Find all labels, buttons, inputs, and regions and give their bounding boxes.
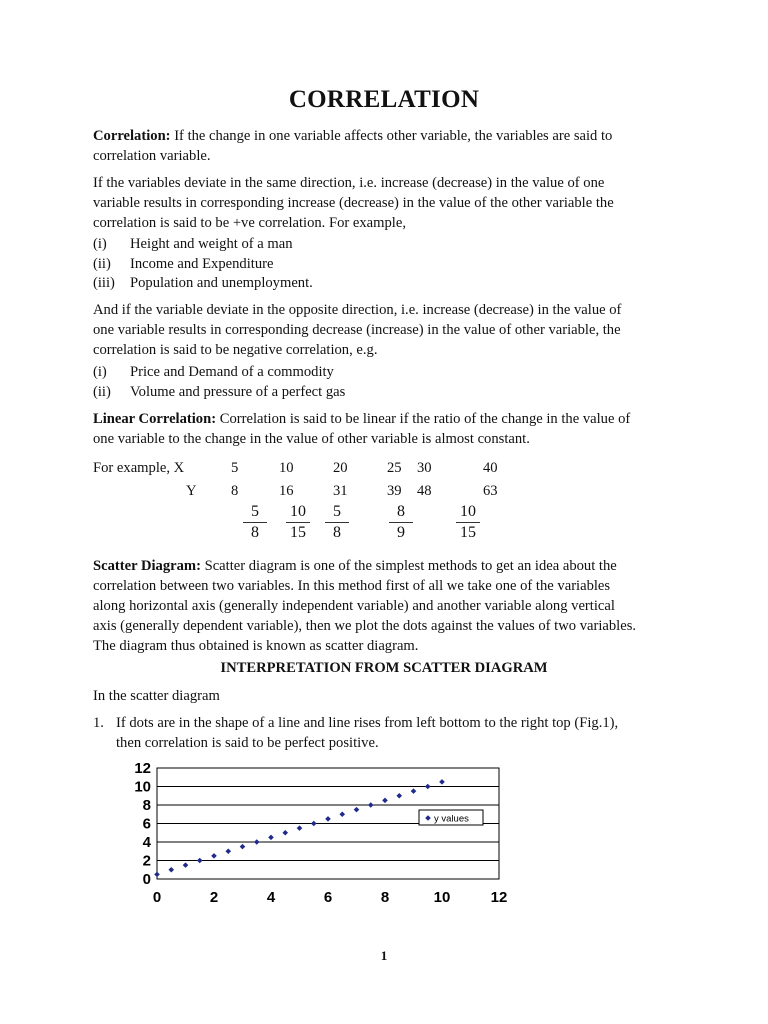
example-label: For example, X <box>93 460 185 476</box>
fraction-denominator: 15 <box>290 524 306 541</box>
data-point <box>168 867 174 873</box>
term-linear-correlation: Linear Correlation: <box>93 411 217 427</box>
list-number: (i) <box>93 364 107 380</box>
x-tick-label: 10 <box>433 889 451 906</box>
y-tick-label: 2 <box>142 852 151 870</box>
data-point <box>311 821 317 827</box>
fraction <box>325 503 349 542</box>
text-line: axis (generally dependent variable), then we plot the dots against the values of two variables. <box>93 618 637 634</box>
text-line: The diagram thus obtained is known as scatter diagram. <box>93 638 419 654</box>
negative-correlation-paragraph <box>93 300 673 360</box>
data-point <box>183 862 189 868</box>
example-y-value: 8 <box>231 483 239 499</box>
data-point <box>439 779 445 785</box>
list-item <box>93 362 334 382</box>
item-number: 1. <box>93 715 104 731</box>
y-tick-label: 4 <box>142 834 151 851</box>
list-text: Volume and pressure of a perfect gas <box>130 384 346 400</box>
y-tick-label: 10 <box>134 778 151 796</box>
text-line: If the variables deviate in the same direction, i.e. increase (decrease) in the value of one <box>93 175 605 191</box>
list-text: Height and weight of a man <box>130 236 293 252</box>
text-line: Scatter diagram is one of the simplest methods to get an idea about the <box>200 558 617 574</box>
fraction-denominator: 8 <box>251 524 259 541</box>
example-y-value: 39 <box>387 483 402 499</box>
list-text: Population and unemployment. <box>130 275 313 291</box>
fraction-denominator: 9 <box>397 524 405 541</box>
list-number: (i) <box>93 236 107 252</box>
section-heading: INTERPRETATION FROM SCATTER DIAGRAM <box>220 660 548 676</box>
x-tick-label: 12 <box>490 889 508 906</box>
text-line: And if the variable deviate in the opposite direction, i.e. increase (decrease) in the value of <box>93 302 622 318</box>
example-y-value: 63 <box>483 483 498 499</box>
legend-label: y values <box>434 813 469 825</box>
fraction <box>286 503 310 542</box>
data-point <box>411 788 417 794</box>
data-point <box>268 835 274 841</box>
data-point <box>282 830 288 836</box>
example-y-label: Y <box>186 483 197 499</box>
data-point <box>325 816 331 822</box>
data-point <box>297 825 303 831</box>
interpretation-item-1 <box>93 713 673 753</box>
data-point <box>382 798 388 804</box>
y-tick-label: 12 <box>134 760 151 777</box>
fraction <box>456 503 480 542</box>
list-item <box>93 234 293 254</box>
data-point <box>225 848 231 854</box>
y-tick-label: 6 <box>142 815 151 833</box>
text-line: along horizontal axis (generally independent variable) and another variable along vertical <box>93 598 615 614</box>
list-item <box>93 254 273 274</box>
positive-correlation-paragraph <box>93 173 673 233</box>
data-point <box>368 802 374 808</box>
x-tick-label: 4 <box>266 889 276 906</box>
text-line: If dots are in the shape of a line and line rises from left bottom to the right top (Fig.1), <box>116 715 619 731</box>
fraction-numerator: 8 <box>389 503 413 523</box>
fraction-numerator: 5 <box>243 503 267 523</box>
data-point <box>425 784 431 790</box>
scatter-intro: In the scatter diagram <box>93 688 220 704</box>
text-line: variable results in corresponding increase (decrease) in the value of the other variable the <box>93 195 614 211</box>
y-tick-label: 8 <box>142 797 151 814</box>
list-text: Income and Expenditure <box>130 256 274 272</box>
data-point <box>396 793 402 799</box>
text-line: correlation between two variables. In this method first of all we take one of the variables <box>93 578 611 594</box>
example-x-value: 5 <box>231 460 239 476</box>
example-x-value: 10 <box>279 460 294 476</box>
text-line: correlation is said to be negative correlation, e.g. <box>93 342 378 358</box>
text-line: one variable results in corresponding decrease (increase) in the value of other variable, the <box>93 322 621 338</box>
page-title: CORRELATION <box>288 86 480 113</box>
y-tick-label: 0 <box>142 871 151 888</box>
x-tick-label: 6 <box>323 889 333 906</box>
term-scatter-diagram: Scatter Diagram: <box>93 558 201 574</box>
fraction-numerator: 10 <box>456 503 480 523</box>
data-point <box>339 811 345 817</box>
fraction-numerator: 5 <box>325 503 349 523</box>
text-line: correlation variable. <box>93 148 211 164</box>
fraction <box>389 503 413 542</box>
term-correlation: Correlation: <box>93 128 171 144</box>
fraction-denominator: 8 <box>333 524 341 541</box>
fraction-denominator: 15 <box>460 524 476 541</box>
fraction-numerator: 10 <box>286 503 310 523</box>
text-line: then correlation is said to be perfect positive. <box>116 735 379 751</box>
scatter-chart <box>110 752 530 912</box>
example-y-value: 31 <box>333 483 348 499</box>
page-number: 1 <box>380 948 388 963</box>
example-x-value: 40 <box>483 460 498 476</box>
text-line: Correlation is said to be linear if the ratio of the change in the value of <box>216 411 631 427</box>
data-point <box>211 853 217 859</box>
data-point <box>354 807 360 813</box>
data-point <box>154 872 160 878</box>
fraction <box>243 503 267 542</box>
data-point <box>240 844 246 850</box>
example-x-value: 25 <box>387 460 402 476</box>
example-y-value: 16 <box>279 483 294 499</box>
text-line: one variable to the change in the value of other variable is almost constant. <box>93 431 530 447</box>
x-tick-label: 2 <box>209 889 219 906</box>
list-item <box>93 382 345 402</box>
correlation-definition <box>93 126 673 166</box>
x-tick-label: 8 <box>380 889 390 906</box>
data-point <box>254 839 260 845</box>
linear-correlation-paragraph <box>93 409 673 449</box>
data-point <box>197 858 203 864</box>
text-line: correlation is said to be +ve correlation. For example, <box>93 215 406 231</box>
text-line: If the change in one variable affects other variable, the variables are said to <box>170 128 613 144</box>
list-number: (ii) <box>93 384 111 400</box>
example-y-value: 48 <box>417 483 432 499</box>
example-x-value: 30 <box>417 460 432 476</box>
list-number: (iii) <box>93 275 115 291</box>
list-number: (ii) <box>93 256 111 272</box>
list-text: Price and Demand of a commodity <box>130 364 334 380</box>
x-tick-label: 0 <box>152 889 162 906</box>
list-item <box>93 273 313 293</box>
scatter-diagram-paragraph <box>93 556 673 656</box>
example-x-value: 20 <box>333 460 348 476</box>
